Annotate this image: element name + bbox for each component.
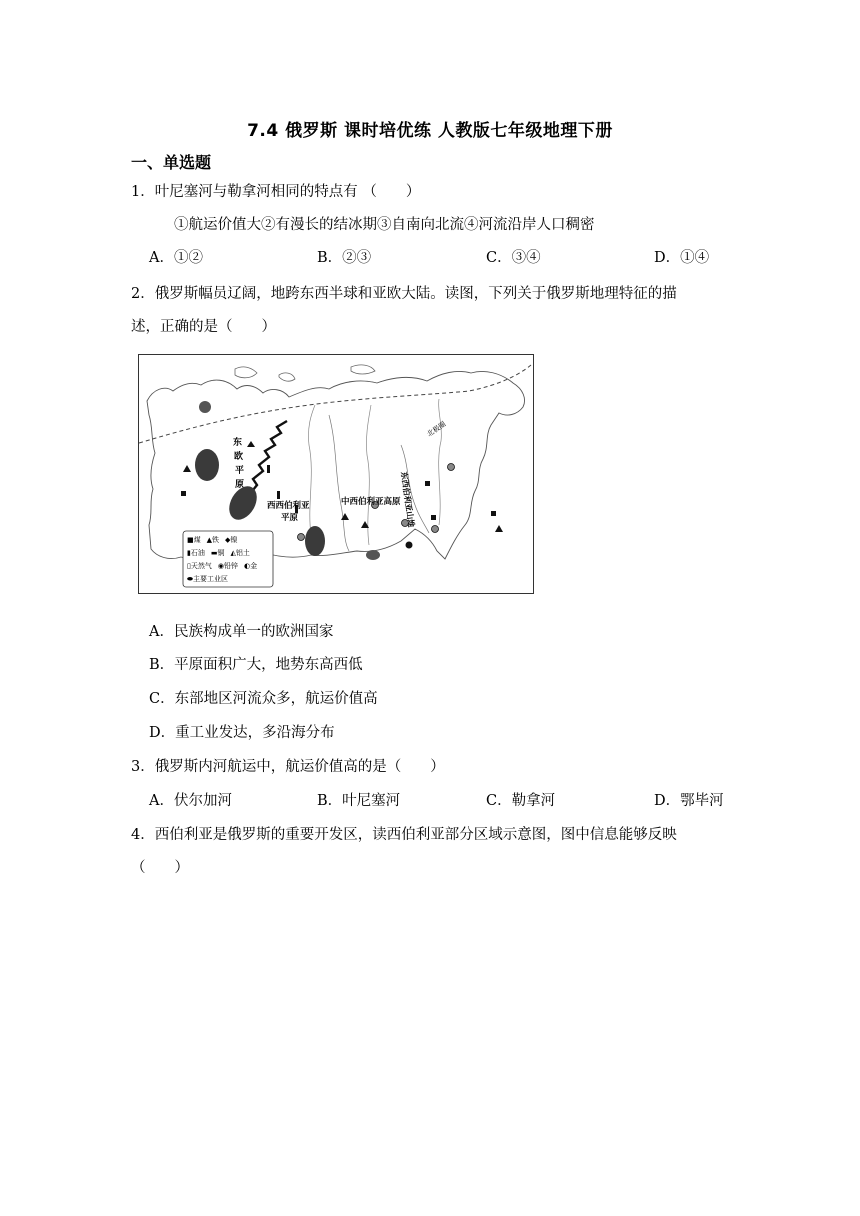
map-label-east-europe-plain-3: 平 xyxy=(235,466,245,476)
question-3-option-c[interactable]: C．勒拿河 xyxy=(486,793,556,809)
question-1-stem: 1．叶尼塞河与勒拿河相同的特点有 （ ） xyxy=(131,184,421,200)
map-label-east-europe-plain-1: 东 xyxy=(233,438,243,448)
river-line xyxy=(308,405,315,535)
industrial-region xyxy=(195,449,219,481)
question-2-option-b[interactable]: B．平原面积广大，地势东高西低 xyxy=(149,657,363,673)
question-3-stem: 3．俄罗斯内河航运中，航运价值高的是（ ） xyxy=(131,759,445,775)
river-line xyxy=(366,405,371,545)
map-label-east-europe-plain-2: 欧 xyxy=(234,452,244,462)
legend-copper: ▬铜 xyxy=(210,549,225,557)
ural-mountains xyxy=(249,421,287,495)
legend-nickel: ◆镍 xyxy=(225,536,238,544)
question-2-stem-line1: 2．俄罗斯幅员辽阔，地跨东西半球和亚欧大陆。读图，下列关于俄罗斯地理特征的描 xyxy=(131,286,677,302)
question-3-option-b[interactable]: B．叶尼塞河 xyxy=(317,793,401,809)
question-1-option-b[interactable]: B．②③ xyxy=(317,250,372,266)
gold-symbol xyxy=(448,464,455,471)
legend-iron: ▲铁 xyxy=(206,536,220,544)
coal-symbol xyxy=(425,481,430,486)
legend-coal: ■煤 xyxy=(187,536,201,544)
coal-symbol xyxy=(181,491,186,496)
map-label-east-siberia-mountains: 东西伯利亚山地 xyxy=(399,471,417,528)
question-4-stem-line2: （ ） xyxy=(131,860,189,876)
gold-symbol xyxy=(432,526,439,533)
question-1-option-a[interactable]: A．①② xyxy=(149,250,203,266)
oil-symbol xyxy=(267,465,270,473)
map-label-arctic-circle: 北极圈 xyxy=(425,420,448,439)
island-shape xyxy=(351,365,375,374)
question-3-option-a[interactable]: A．伏尔加河 xyxy=(149,793,232,809)
legend-natural-gas: ▯天然气 xyxy=(187,562,212,570)
river-line xyxy=(439,399,442,525)
question-1-option-d[interactable]: D．①④ xyxy=(654,250,710,266)
map-legend xyxy=(187,535,257,584)
gold-symbol xyxy=(298,534,305,541)
coal-symbol xyxy=(491,511,496,516)
legend-oil: ▮石油 xyxy=(187,549,205,557)
page-title: 7.4 俄罗斯 课时培优练 人教版七年级地理下册 xyxy=(247,121,613,141)
island-shape xyxy=(235,367,257,378)
map-label-east-europe-plain-4: 原 xyxy=(235,480,245,490)
question-1-statements: ①航运价值大②有漫长的结冰期③自南向北流④河流沿岸人口稠密 xyxy=(174,217,595,233)
nickel-symbol xyxy=(247,441,255,447)
question-2-option-d[interactable]: D．重工业发达，多沿海分布 xyxy=(149,725,335,741)
question-2-stem-line2: 述，正确的是（ ） xyxy=(131,319,276,335)
iron-symbol xyxy=(495,525,503,532)
legend-bauxite: ◭铝土 xyxy=(230,549,250,557)
question-2-option-c[interactable]: C．东部地区河流众多，航运价值高 xyxy=(149,691,378,707)
map-label-west-siberia-2: 平原 xyxy=(281,513,299,523)
industrial-region xyxy=(199,401,211,413)
legend-industrial-region: ⬬主要工业区 xyxy=(187,575,228,583)
question-3-option-d[interactable]: D．鄂毕河 xyxy=(654,793,724,809)
iron-symbol xyxy=(183,465,191,472)
section-heading: 一、单选题 xyxy=(131,153,212,172)
legend-lead-zinc: ◉铅锌 xyxy=(217,562,238,570)
industrial-region xyxy=(366,550,380,560)
island-shape xyxy=(279,373,295,381)
question-4-stem-line1: 4．西伯利亚是俄罗斯的重要开发区，读西伯利亚部分区域示意图，图中信息能够反映 xyxy=(131,827,677,843)
lead-zinc-symbol xyxy=(406,542,413,549)
oil-symbol xyxy=(277,491,280,499)
coal-symbol xyxy=(431,515,436,520)
industrial-region xyxy=(305,526,325,556)
russia-resource-map xyxy=(138,354,534,594)
legend-gold: ◐金 xyxy=(243,562,258,570)
question-1-option-c[interactable]: C．③④ xyxy=(486,250,541,266)
map-label-central-siberia: 中西伯利亚高原 xyxy=(341,497,401,507)
map-label-west-siberia-1: 西西伯利亚 xyxy=(267,501,310,511)
region-boundary xyxy=(329,415,349,551)
question-2-option-a[interactable]: A．民族构成单一的欧洲国家 xyxy=(149,624,334,640)
arctic-circle-line xyxy=(139,365,531,443)
